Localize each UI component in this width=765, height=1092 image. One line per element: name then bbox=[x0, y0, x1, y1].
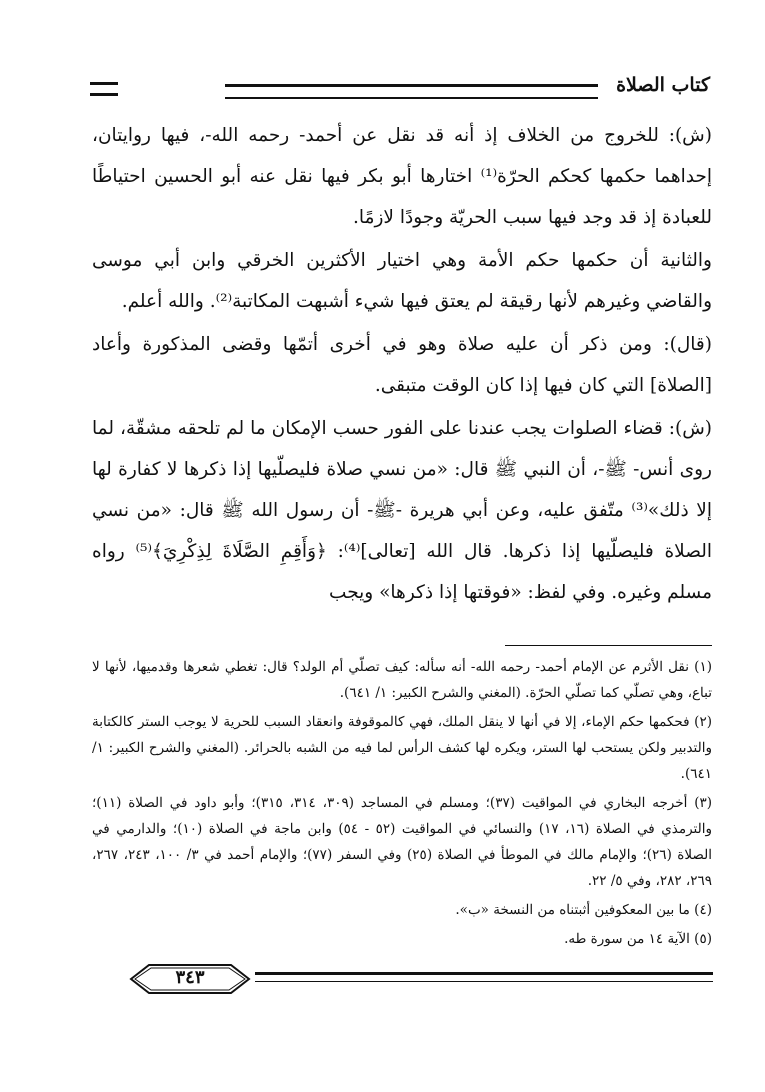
footnotes bbox=[92, 654, 712, 955]
page-number: ٣٤٣ bbox=[175, 967, 205, 988]
footnote-2: (٢) فحكمها حكم الإماء، إلا في أنها لا ينقل الملك، فهي كالموقوفة وانعقاد السبب للحرية لا يوجب الستر كالكتابة والتدبير ولكن يستحب لها الستر، ويكره لها كشف الرأس لما فيه من الشبه بالحرائر. (المغني والشرح الكبير: ١/ ٦٤١). bbox=[92, 714, 712, 782]
footnote-4: (٤) ما بين المعكوفين أثبتناه من النسخة «ب». bbox=[455, 902, 712, 918]
paragraph-3: (قال): ومن ذكر أن عليه صلاة وهو في أخرى أتمّها وقضى المذكورة وأعاد [الصلاة] التي كان فيها إذا كان الوقت متبقى. bbox=[92, 334, 712, 396]
running-header bbox=[90, 74, 710, 104]
footnote-1: (١) نقل الأثرم عن الإمام أحمد- رحمه الله- أنه سأله: كيف تصلّي أم الولد؟ قال: تغطي شعرها وقدميها، لأنها لا تباع، وهي تصلّي كما تصلّي الحرّة. (المغني والشرح الكبير: ١/ ٦٤١). bbox=[92, 659, 712, 701]
paragraph-1: (ش): للخروج من الخلاف إذ أنه قد نقل عن أحمد- رحمه الله-، فيها روايتان، إحداهما حكمها كحكم الحرّة⁽¹⁾ اختارها أبو بكر فيها نقل عنه أبو الحسين احتياطًا للعبادة إذ قد وجد فيها سبب الحريّة وجودًا لازمًا. bbox=[92, 125, 713, 228]
header-ornament bbox=[90, 82, 118, 96]
main-text bbox=[92, 115, 712, 613]
header-rule bbox=[225, 84, 598, 99]
paragraph-4: (ش): قضاء الصلوات يجب عندنا على الفور حسب الإمكان ما لم تلحقه مشقّة، لما روى أنس- ﷺ-، أن النبي ﷺ قال: «من نسي صلاة فليصلّيها إذا ذكرها لا كفارة لها إلا ذلك»⁽³⁾ متّفق عليه، وعن أبي هريرة -ﷺ- أن رسول الله ﷺ قال: «من نسي الصلاة فليصلّيها إذا ذكرها. قال الله [تعالى]⁽⁴⁾: ﴿وَأَقِمِ الصَّلَاةَ لِذِكْرِيَ﴾⁽⁵⁾ رواه مسلم وغيره. وفي لفظ: «فوقتها إذا ذكرها» ويجب bbox=[92, 418, 713, 603]
footnote-5: (٥) الآية ١٤ من سورة طه. bbox=[564, 931, 712, 947]
paragraph-2: والثانية أن حكمها حكم الأمة وهي اختيار الأكثرين الخرقي وابن أبي موسى والقاضي وغيرهم لأنها رقيقة لم يعتق فيها شيء أشبهت المكاتبة⁽²⁾. والله أعلم. bbox=[92, 250, 712, 312]
footnote-3: (٣) أخرجه البخاري في المواقيت (٣٧)؛ ومسلم في المساجد (٣٠٩، ٣١٤، ٣١٥)؛ وأبو داود في الصلاة (١١)؛ والترمذي في الصلاة (١٦، ١٧) والنسائي في المواقيت (٥٢ - ٥٤) وابن ماجة في الصلاة (١٠)؛ والدارمي في الصلاة (٢٦)؛ والإمام مالك في الموطأ في الصلاة (٢٥) وفي السفر (٧٧)؛ والإمام أحمد في ٣/ ١٠٠، ٢٤٣، ٢٦٧، ٢٦٩، ٢٨٢، وفي ٥/ ٢٢. bbox=[92, 795, 713, 889]
footnote-separator bbox=[505, 645, 712, 646]
page-number-frame bbox=[125, 962, 255, 996]
chapter-title: كتاب الصلاة bbox=[616, 74, 710, 96]
footer-rule bbox=[255, 972, 713, 982]
